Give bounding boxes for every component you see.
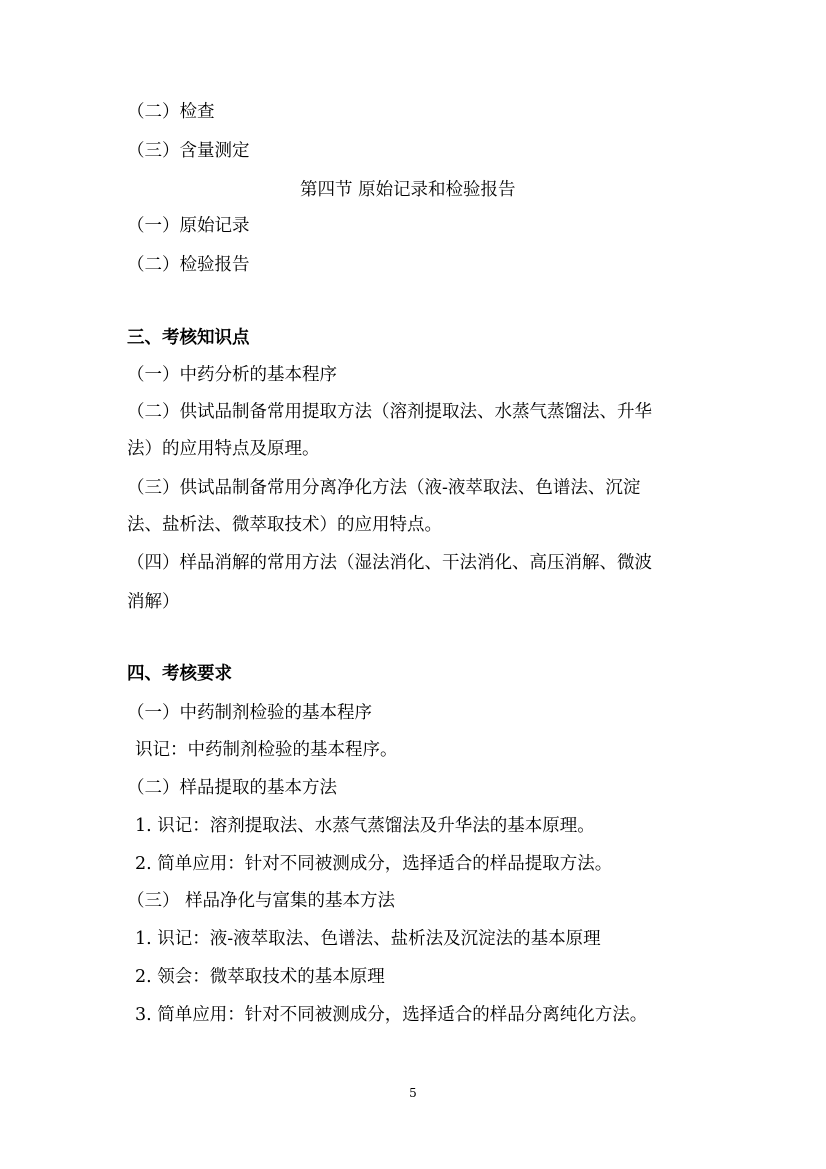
- subsection-inspection: （二）检查: [127, 102, 215, 122]
- requirement-3-item-1: 1. 识记：液-液萃取法、色谱法、盐析法及沉淀法的基本原理: [135, 929, 601, 949]
- section-heading-records-reports: 第四节 原始记录和检验报告: [300, 180, 516, 200]
- knowledge-point-2-line1: （二）供试品制备常用提取方法（溶剂提取法、水蒸气蒸馏法、升华: [127, 402, 652, 422]
- knowledge-point-1: （一）中药分析的基本程序: [127, 365, 337, 385]
- knowledge-point-4-line2: 消解）: [127, 592, 180, 612]
- page-number: 5: [409, 1086, 417, 1100]
- heading-assessment-requirements: 四、考核要求: [127, 664, 232, 684]
- requirement-1-title: （一）中药制剂检验的基本程序: [127, 703, 372, 723]
- requirement-3-title: （三） 样品净化与富集的基本方法: [127, 891, 396, 911]
- knowledge-point-3-line1: （三）供试品制备常用分离净化方法（液-液萃取法、色谱法、沉淀: [127, 478, 641, 498]
- requirement-2-item-2: 2. 简单应用：针对不同被测成分，选择适合的样品提取方法。: [135, 854, 613, 874]
- knowledge-point-4-line1: （四）样品消解的常用方法（湿法消化、干法消化、高压消解、微波: [127, 553, 652, 573]
- requirement-1-item: 识记：中药制剂检验的基本程序。: [135, 740, 398, 760]
- requirement-3-item-2: 2. 领会：微萃取技术的基本原理: [135, 967, 385, 987]
- knowledge-point-2-line2: 法）的应用特点及原理。: [127, 439, 320, 459]
- heading-knowledge-points: 三、考核知识点: [127, 328, 250, 348]
- requirement-3-item-3: 3. 简单应用：针对不同被测成分，选择适合的样品分离纯化方法。: [135, 1005, 648, 1025]
- knowledge-point-3-line2: 法、盐析法、微萃取技术）的应用特点。: [127, 515, 442, 535]
- requirement-2-item-1: 1. 识记：溶剂提取法、水蒸气蒸馏法及升华法的基本原理。: [135, 816, 595, 836]
- requirement-2-title: （二）样品提取的基本方法: [127, 778, 337, 798]
- subsection-raw-records: （一）原始记录: [127, 216, 250, 236]
- subsection-inspection-report: （二）检验报告: [127, 255, 250, 275]
- subsection-assay: （三）含量测定: [127, 141, 250, 161]
